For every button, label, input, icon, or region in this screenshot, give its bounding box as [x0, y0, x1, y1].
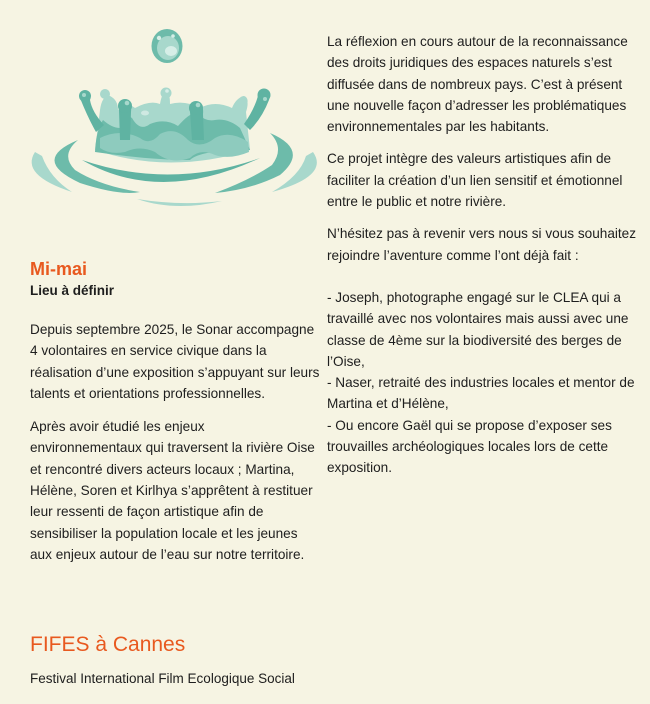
- list-item: - Naser, retraité des industries locales et mentor de Martina et d’Hélène,: [327, 375, 635, 412]
- list-item: - Joseph, photographe engagé sur le CLEA qui a travaillé avec nos volontaires mais aussi avec une classe de 4ème sur la biodiversité des berges de l’Oise,: [327, 289, 629, 369]
- body-paragraph: N’hésitez pas à revenir vers nous si vous souhaitez rejoindre l’aventure comme l’ont déjà fait :: [327, 226, 637, 263]
- event-date: Mi-mai: [30, 259, 88, 279]
- festival-section: [30, 632, 630, 688]
- right-column: [327, 31, 637, 479]
- contributor-list: [327, 287, 637, 479]
- list-item: - Ou encore Gaël qui se propose d’exposer ses trouvailles archéologiques locales lors de cette exposition.: [327, 417, 612, 476]
- event-paragraph: Après avoir étudié les enjeux environnementaux qui traversent la rivière Oise et rencontré divers acteurs locaux ; Martina, Hélène, Soren et Kirlhya s’apprêtent à restituer leur ressenti de façon artistique afin de sensibiliser la population locale et les jeunes aux enjeux autour de l’eau sur notre territoire.: [30, 419, 315, 562]
- festival-subtitle: Festival International Film Ecologique Social: [30, 671, 295, 686]
- event-place: Lieu à définir: [30, 283, 115, 298]
- water-splash-illustration: [0, 0, 325, 235]
- event-paragraph: Depuis septembre 2025, le Sonar accompagne 4 volontaires en service civique dans la réalisation d’une exposition s’appuyant sur leurs talents et orientations professionnelles.: [30, 322, 320, 401]
- event-section: [30, 258, 320, 565]
- body-paragraph: La réflexion en cours autour de la reconnaissance des droits juridiques des espaces naturels s’est diffusée dans de nombreux pays. C’est à présent une nouvelle façon d’adresser les problématiques environnementales par les habitants.: [327, 34, 628, 135]
- water-splash-icon: [0, 0, 325, 235]
- body-paragraph: Ce projet intègre des valeurs artistiques afin de faciliter la création d’un lien sensitif et émotionnel entre le public et notre rivière.: [327, 151, 623, 210]
- festival-title: FIFES à Cannes: [30, 633, 186, 656]
